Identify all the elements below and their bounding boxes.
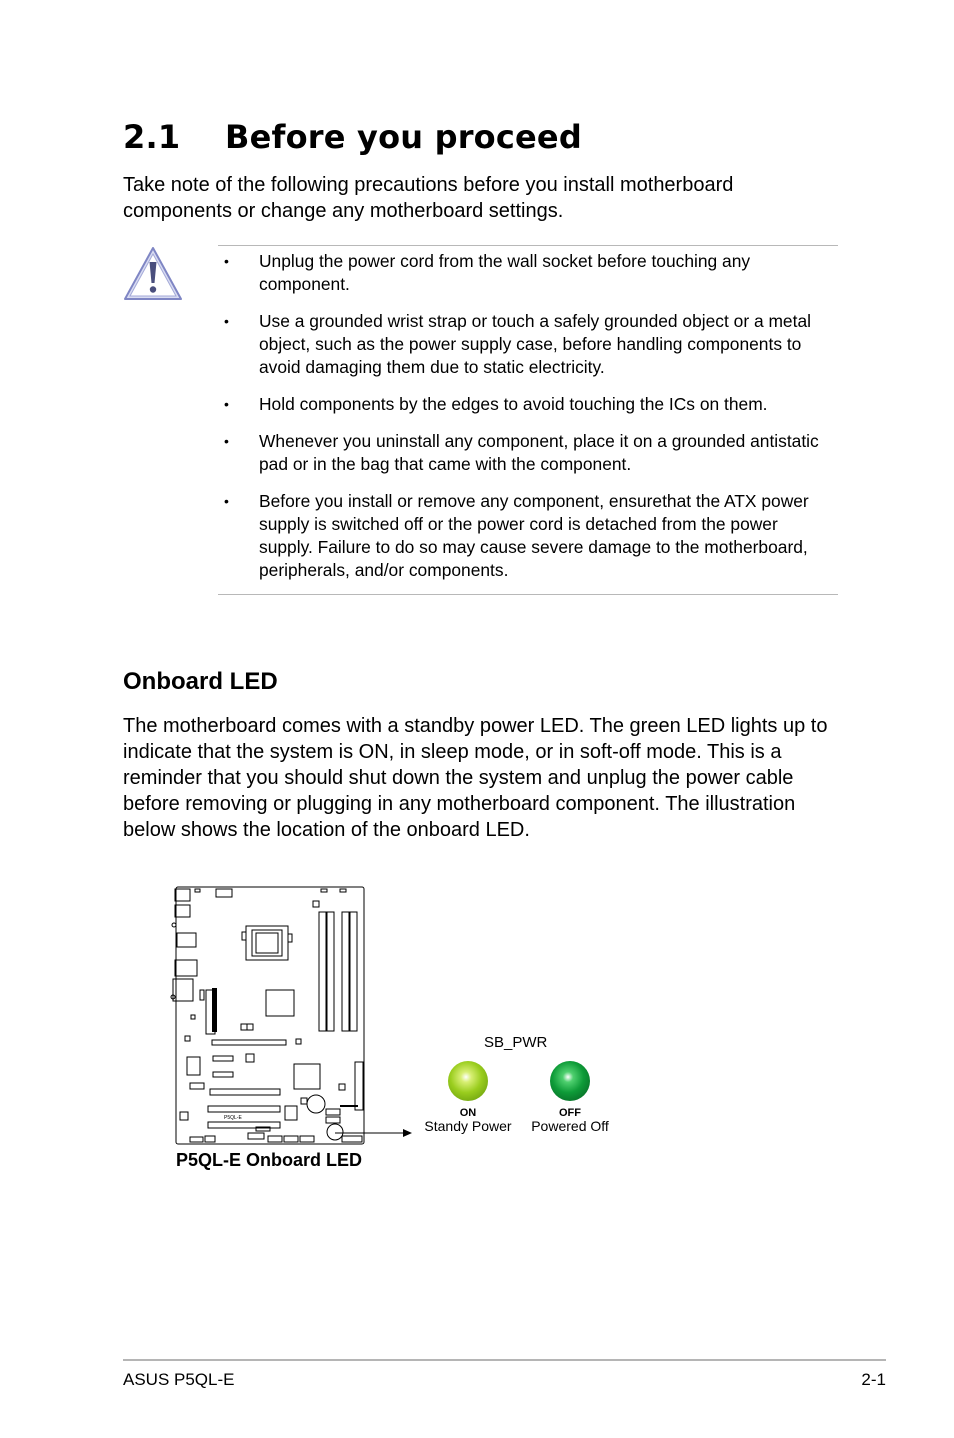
section-title: Before you proceed [225,118,582,156]
bottom-divider [218,594,838,595]
board-label: P5QL-E [224,1115,242,1121]
led-on-indicator-icon [448,1061,488,1101]
list-item [218,393,828,416]
precaution-text: Hold components by the edges to avoid touching the ICs on them. [259,394,768,414]
precaution-text: Unplug the power cord from the wall socket before touching any component. [259,251,751,294]
list-item [218,430,828,476]
bullet: • [224,396,229,412]
top-divider [218,245,838,246]
section-number: 2.1 [123,118,181,156]
warning-triangle-icon [122,245,184,303]
motherboard-layout-diagram [168,884,418,1154]
bullet: • [224,433,229,449]
footer-divider [123,1359,886,1361]
figure-caption: P5QL-E Onboard LED [176,1150,363,1170]
led-name-label: SB_PWR [484,1034,548,1051]
footer-product-name: ASUS P5QL-E [123,1370,235,1389]
led-on-state: ON [459,1107,477,1119]
precaution-list [218,250,828,596]
bullet: • [224,313,229,329]
precaution-text: Before you install or remove any component, ensurethat the ATX power supply is switched off or the power cord is detached from the power supply. Failure to do so may cause severe damage to the motherboard, peripherals, and/or components. [259,491,809,580]
led-off-indicator-icon [550,1061,590,1101]
precaution-text: Whenever you uninstall any component, place it on a grounded antistatic pad or in the bag that came with the component. [259,431,819,474]
list-item [218,490,828,582]
onboard-led-paragraph: The motherboard comes with a standby power LED. The green LED lights up to indicate that the system is ON, in sleep mode, or in soft-off mode. This is a reminder that you should shut down the system and unplug the power cable before removing or plugging in any motherboard component. The illustration below shows the location of the onboard LED. [123,715,828,841]
list-item [218,250,828,296]
bullet: • [224,253,229,269]
page-number: 2-1 [861,1370,886,1389]
intro-paragraph: Take note of the following precautions before you install motherboard components or change any motherboard settings. [123,174,734,222]
onboard-led-heading: Onboard LED [123,668,278,695]
led-on-description: Standy Power [424,1118,512,1134]
led-off-description: Powered Off [531,1118,609,1134]
list-item [218,310,828,379]
led-off-state: OFF [559,1107,581,1119]
precaution-text: Use a grounded wrist strap or touch a safely grounded object or a metal object, such as the power supply case, before handling components to avoid damaging them due to static electricity. [259,311,811,377]
bullet: • [224,493,229,509]
